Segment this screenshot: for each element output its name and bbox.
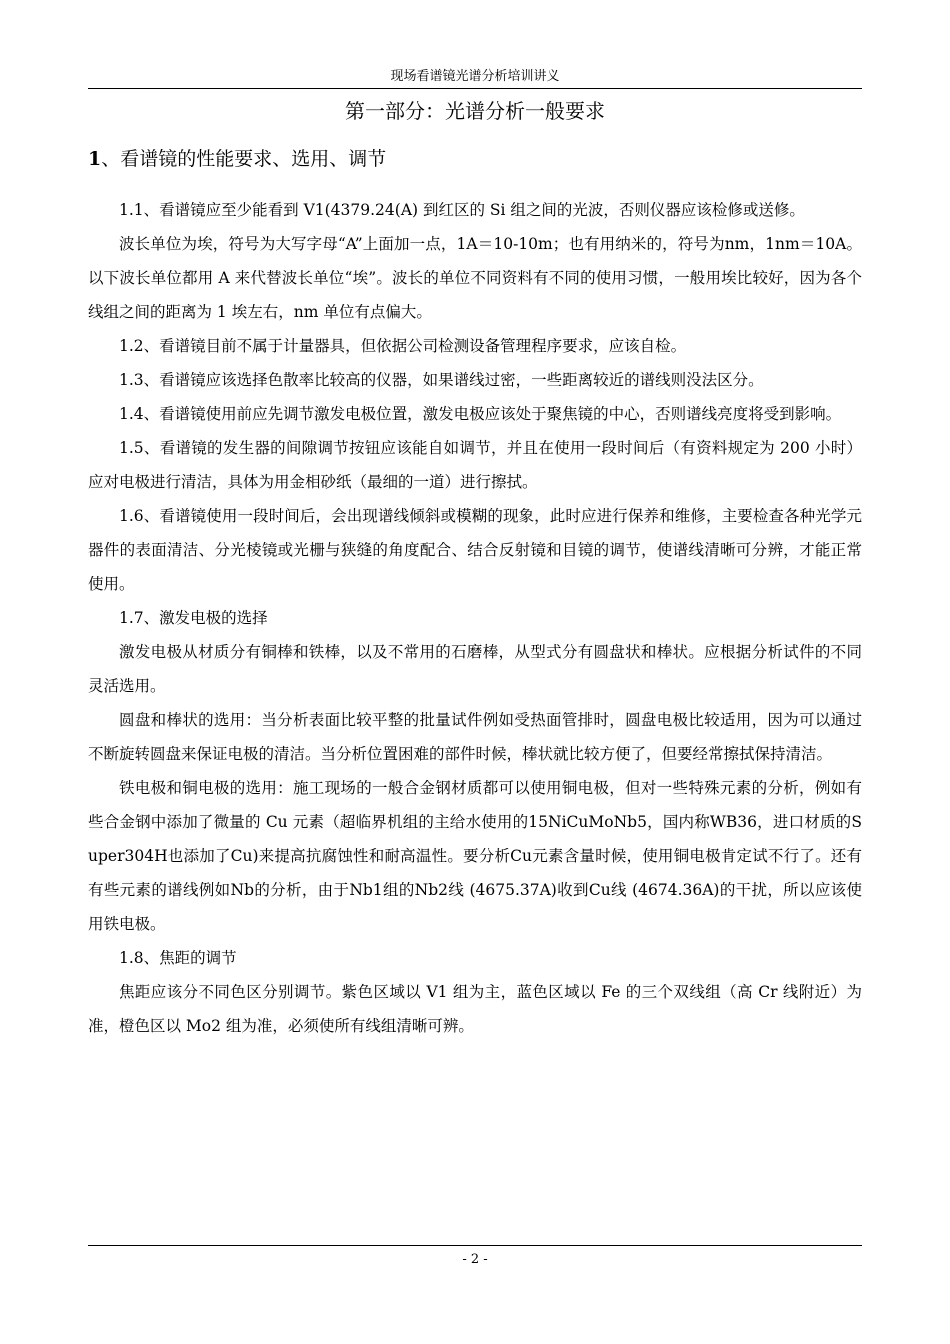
footer-rule [88,1245,862,1246]
part-title: 第一部分：光谱分析一般要求 [345,99,605,123]
paragraph-1-1: 1.1、看谱镜应至少能看到 V1(4379.24(A) 到红区的 Si 组之间的光波，否则仪器应该检修或送修。 [119,201,805,219]
paragraph-iron-copper: 铁电极和铜电极的选用：施工现场的一般合金钢材质都可以使用铜电极，但对一些特殊元素的分析，例如有些合金钢中添加了微量的 Cu 元素（超临界机组的主给水使用的15NiCuMoNb5，国内称WB36，进口材质的Super304H也添加了Cu)来提高抗腐蚀性和耐高温性。要分析Cu元素含量时候，使用铜电极肯定试不行了。还有有些元素的谱线例如Nb的分析，由于Nb1组的Nb2线 (4675.37A)收到Cu线 (4674.36A)的干扰，所以应该使用铁电极。 [88,779,862,933]
section-heading [88,145,386,173]
section-title: 、看谱镜的性能要求、选用、调节 [101,148,387,170]
paragraph-focus: 焦距应该分不同色区分别调节。紫色区域以 V1 组为主，蓝色区域以 Fe 的三个双线组（高 Cr 线附近）为准，橙色区以 Mo2 组为准，必须使所有线组清晰可辨。 [88,983,862,1035]
section-number: 1 [88,148,102,170]
page-header [88,66,862,89]
body-text [88,193,862,1043]
paragraph-1-7: 1.7、激发电极的选择 [119,609,268,627]
paragraph-wavelength-unit: 波长单位为埃，符号为大写字母“A”上面加一点，1A＝10-10m；也有用纳米的，符号为nm，1nm＝10A。以下波长单位都用 A 来代替波长单位“埃”。波长的单位不同资料有不同的使用习惯，一般用埃比较好，因为各个线组之间的距离为 1 埃左右，nm 单位有点偏大。 [88,235,862,321]
paragraph-1-2: 1.2、看谱镜目前不属于计量器具，但依据公司检测设备管理程序要求，应该自检。 [119,337,687,355]
paragraph-1-8: 1.8、焦距的调节 [119,949,237,967]
paragraph-1-3: 1.3、看谱镜应该选择色散率比较高的仪器，如果谱线过密，一些距离较近的谱线则没法区分。 [119,371,764,389]
paragraph-1-6: 1.6、看谱镜使用一段时间后，会出现谱线倾斜或模糊的现象，此时应进行保养和维修，主要检查各种光学元器件的表面清洁、分光棱镜或光栅与狭缝的角度配合、结合反射镜和目镜的调节，使谱线清晰可分辨，才能正常使用。 [88,507,862,593]
header-title: 现场看谱镜光谱分析培训讲义 [390,69,560,84]
paragraph-1-4: 1.4、看谱镜使用前应先调节激发电极位置，激发电极应该处于聚焦镜的中心，否则谱线亮度将受到影响。 [119,405,842,423]
paragraph-disc-rod: 圆盘和棒状的选用：当分析表面比较平整的批量试件例如受热面管排时，圆盘电极比较适用，因为可以通过不断旋转圆盘来保证电极的清洁。当分析位置困难的部件时候，棒状就比较方便了，但要经常擦拭保持清洁。 [88,711,862,763]
page-number: - 2 - [462,1252,488,1267]
paragraph-1-5: 1.5、看谱镜的发生器的间隙调节按钮应该能自如调节，并且在使用一段时间后（有资料规定为 200 小时）应对电极进行清洁，具体为用金相砂纸（最细的一道）进行擦拭。 [88,439,862,491]
paragraph-electrode-material: 激发电极从材质分有铜棒和铁棒，以及不常用的石磨棒，从型式分有圆盘状和棒状。应根据分析试件的不同灵活选用。 [88,643,862,695]
